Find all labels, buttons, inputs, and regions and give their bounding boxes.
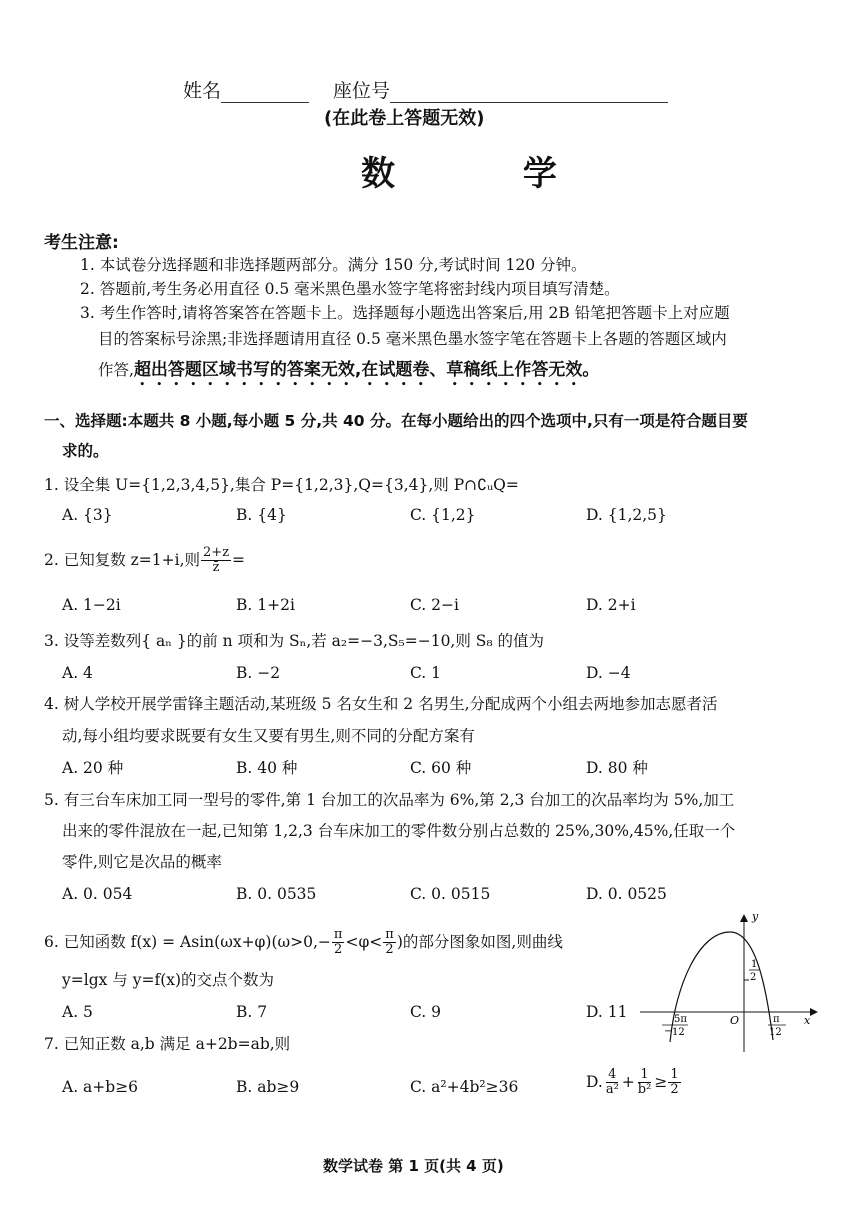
q7-option-c: C. a²+4b²≥36 (410, 1078, 519, 1096)
q5-line1: 5. 有三台车床加工同一型号的零件,第 1 台加工的次品率为 6%,第 2,3 台加工的次品率均为 5%,加工 (44, 791, 735, 809)
q3-stem: 3. 设等差数列{ aₙ }的前 n 项和为 Sₙ,若 a₂=−3,S₅=−10,则 S₈ 的值为 (44, 632, 545, 650)
q5-option-d: D. 0. 0525 (586, 885, 667, 903)
q1-option-c: C. {1,2} (410, 506, 476, 524)
right-zero-den: 12 (769, 1027, 782, 1038)
section1-line2: 求的。 (62, 442, 109, 460)
q2-fraction (201, 546, 231, 576)
q6-frac-left-den: 2 (334, 942, 343, 958)
y-axis-arrow (740, 914, 748, 922)
instruction-3-emphasis: 超出答题区域书写的答案无效,在试题卷、草稿纸上作答无效。 (133, 360, 600, 380)
sine-curve (670, 932, 773, 1042)
q7-option-d (586, 1068, 682, 1098)
q6-option-c: C. 9 (410, 1003, 442, 1021)
page-footer: 数学试卷 第 1 页(共 4 页) (323, 1157, 504, 1175)
y-intercept-num: 1 (751, 959, 758, 970)
seat-blank (390, 82, 668, 103)
right-zero-num: π (773, 1014, 780, 1025)
q7-d-frac3-num: 1 (670, 1067, 679, 1082)
q4-option-d: D. 80 种 (586, 759, 648, 777)
left-zero-num: 5π (674, 1014, 687, 1025)
q7-d-frac1 (604, 1068, 621, 1098)
instruction-2: 2. 答题前,考生务必用直径 0.5 毫米黑色墨水签字笔将密封线内项目填写清楚。 (80, 280, 620, 298)
q7-d-frac1-den: a² (605, 1082, 619, 1098)
seat-label: 座位号 (333, 80, 391, 102)
q7-d-frac2-num: 1 (640, 1067, 649, 1082)
q4-option-b: B. 40 种 (236, 759, 298, 777)
instruction-3-line3 (98, 360, 599, 390)
x-axis-arrow (810, 1008, 818, 1016)
q6-frac-right-num: π (385, 927, 394, 942)
instruction-1: 1. 本试卷分选择题和非选择题两部分。满分 150 分,考试时间 120 分钟。 (80, 256, 587, 274)
q1-option-d: D. {1,2,5} (586, 506, 667, 524)
q5-option-b: B. 0. 0535 (236, 885, 317, 903)
q1-option-b: B. {4} (236, 506, 287, 524)
q7-d-frac3-den: 2 (670, 1082, 679, 1098)
instructions-heading: 考生注意: (44, 233, 119, 253)
q7-stem: 7. 已知正数 a,b 满足 a+2b=ab,则 (44, 1035, 291, 1053)
page-title: 数 学 (361, 154, 615, 194)
q7-d-frac1-num: 4 (608, 1067, 617, 1082)
seat-field (333, 76, 668, 103)
q2-frac-num: 2+z (203, 545, 230, 560)
q2-stem (44, 546, 245, 576)
instruction-3-prefix: 作答, (98, 361, 134, 379)
q6-line2: y=lgx 与 y=f(x)的交点个数为 (62, 971, 275, 989)
q6-frac-right (383, 928, 396, 958)
q7-option-a: A. a+b≥6 (62, 1078, 139, 1096)
q3-option-b: B. −2 (236, 664, 281, 682)
q6-stem-prefix: 6. 已知函数 f(x) = Asin(ωx+φ)(ω>0,− (44, 932, 331, 951)
invalid-notice: (在此卷上答题无效) (324, 108, 485, 129)
left-zero-minus: − (664, 1026, 673, 1037)
instruction-3-line2: 目的答案标号涂黑;非选择题请用直径 0.5 毫米黑色墨水签字笔在答题卡上各题的答题区域内 (98, 330, 727, 348)
q5-line2: 出来的零件混放在一起,已知第 1,2,3 台车床加工的零件数分别占总数的 25%,30%,45%,任取一个 (62, 822, 736, 840)
q2-frac-den: z̄ (212, 560, 220, 576)
q6-function-graph (640, 912, 820, 1054)
q6-option-d: D. 11 (586, 1003, 628, 1021)
origin-label: O (730, 1014, 740, 1027)
q2-stem-suffix: = (232, 550, 246, 569)
q6-option-b: B. 7 (236, 1003, 268, 1021)
name-label: 姓名 (183, 80, 222, 102)
q7-d-frac3 (668, 1068, 680, 1098)
q4-option-c: C. 60 种 (410, 759, 472, 777)
q7-d-frac2-den: b² (637, 1082, 652, 1098)
x-axis-label: x (804, 1014, 811, 1027)
q2-option-d: D. 2+i (586, 596, 636, 614)
q1-stem: 1. 设全集 U={1,2,3,4,5},集合 P={1,2,3},Q={3,4},则 P∩∁ᵤQ= (44, 476, 519, 494)
q6-option-a: A. 5 (62, 1003, 93, 1021)
q5-line3: 零件,则它是次品的概率 (62, 853, 222, 871)
q7-option-b: B. ab≥9 (236, 1078, 300, 1096)
y-axis-label: y (752, 912, 759, 923)
q5-option-c: C. 0. 0515 (410, 885, 491, 903)
q7-d-plus: + (621, 1073, 635, 1092)
q6-stem-mid: <φ< (345, 932, 383, 951)
instruction-3-line1: 3. 考生作答时,请将答案答在答题卡上。选择题每小题选出答案后,用 2B 铅笔把答题卡上对应题 (80, 304, 730, 322)
q6-frac-left (332, 928, 345, 958)
q3-option-d: D. −4 (586, 664, 631, 682)
q7-d-frac2 (636, 1068, 654, 1098)
y-intercept-den: 2 (750, 972, 757, 983)
q4-line1: 4. 树人学校开展学雷锋主题活动,某班级 5 名女生和 2 名男生,分配成两个小组去两地参加志愿者活 (44, 695, 718, 713)
q4-option-a: A. 20 种 (62, 759, 124, 777)
q6-frac-right-den: 2 (385, 942, 394, 958)
q7-d-ge: ≥ (654, 1073, 668, 1092)
q2-option-b: B. 1+2i (236, 596, 295, 614)
q3-option-c: C. 1 (410, 664, 442, 682)
name-field (183, 76, 309, 103)
q2-option-a: A. 1−2i (62, 596, 121, 614)
q2-stem-prefix: 2. 已知复数 z=1+i,则 (44, 550, 201, 569)
section1-line1: 一、选择题:本题共 8 小题,每小题 5 分,共 40 分。在每小题给出的四个选项中,只有一项是符合题目要 (44, 412, 748, 430)
q6-frac-left-num: π (333, 927, 343, 942)
q6-stem-suffix: )的部分图象如图,则曲线 (396, 932, 563, 951)
q4-line2: 动,每小组均要求既要有女生又要有男生,则不同的分配方案有 (62, 727, 475, 745)
q2-option-c: C. 2−i (410, 596, 459, 614)
q7-d-prefix: D. (586, 1073, 603, 1092)
q6-stem (44, 928, 563, 958)
q1-option-a: A. {3} (62, 506, 113, 524)
name-blank (221, 82, 309, 103)
q3-option-a: A. 4 (62, 664, 93, 682)
left-zero-den: 12 (672, 1027, 685, 1038)
q5-option-a: A. 0. 054 (62, 885, 133, 903)
